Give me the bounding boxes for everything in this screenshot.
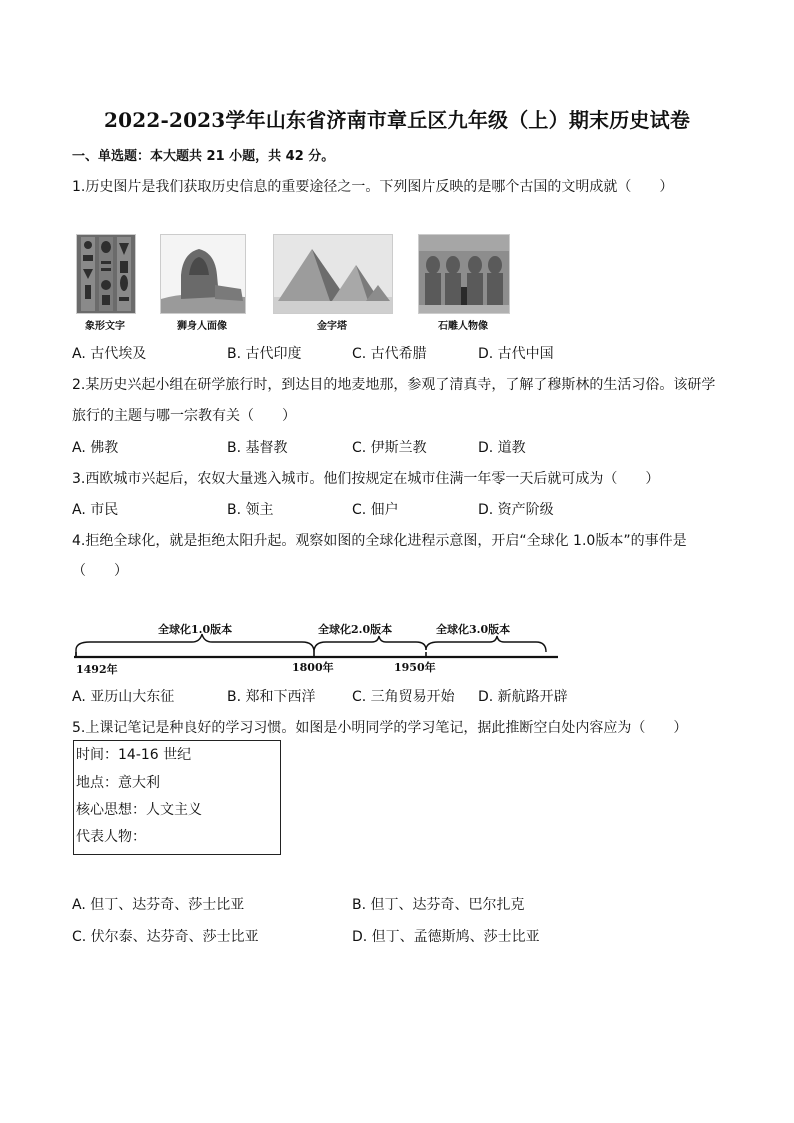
q1-option-a[interactable]: A. 古代埃及: [72, 346, 147, 362]
q2-option-b[interactable]: B. 基督教: [227, 440, 288, 456]
caption-sphinx: 狮身人面像: [177, 321, 227, 332]
q2-option-d[interactable]: D. 道教: [478, 440, 526, 456]
q3-option-b[interactable]: B. 领主: [227, 502, 274, 518]
question-4-stem-line1: 4.拒绝全球化，就是拒绝太阳升起。观察如图的全球化进程示意图，开启“全球化 1.0版本”的事件是: [72, 533, 687, 549]
question-5-stem: 5.上课记笔记是种良好的学习习惯。如图是小明同学的学习笔记，据此推断空白处内容应为（ ）: [72, 720, 688, 736]
note-time: 时间：14-16 世纪: [76, 747, 192, 763]
q2-option-c[interactable]: C. 伊斯兰教: [352, 440, 427, 456]
timeline-label-2: 全球化2.0版本: [318, 623, 393, 636]
question-2-stem-line1: 2.某历史兴起小组在研学旅行时，到达目的地麦地那，参观了清真寺，了解了穆斯林的生活习俗。该研学: [72, 377, 716, 393]
note-core-idea: 核心思想：人文主义: [76, 802, 202, 818]
brace-1-icon: [76, 634, 314, 656]
timeline-label-3: 全球化3.0版本: [436, 623, 511, 636]
q1-option-c[interactable]: C. 古代希腊: [352, 346, 427, 362]
section-heading: 一、单选题：本大题共 21 小题，共 42 分。: [72, 149, 335, 164]
q4-option-b[interactable]: B. 郑和下西洋: [227, 689, 316, 705]
sphinx-image: [160, 234, 246, 314]
q5-option-d[interactable]: D. 但丁、孟德斯鸠、莎士比亚: [352, 929, 540, 945]
caption-statues: 石雕人物像: [438, 321, 488, 332]
q3-option-a[interactable]: A. 市民: [72, 502, 119, 518]
q5-option-c[interactable]: C. 伏尔泰、达芬奇、莎士比亚: [72, 929, 259, 945]
q4-option-d[interactable]: D. 新航路开辟: [478, 689, 568, 705]
q3-option-d[interactable]: D. 资产阶级: [478, 502, 554, 518]
pyramid-image: [273, 234, 393, 314]
statues-image: [418, 234, 510, 314]
note-place: 地点：意大利: [76, 775, 160, 791]
timeline-year-1492: 1492年: [76, 663, 118, 676]
q1-option-b[interactable]: B. 古代印度: [227, 346, 302, 362]
brace-2-icon: [314, 636, 426, 652]
note-representatives: 代表人物：: [76, 829, 146, 845]
page-title: 2022-2023学年山东省济南市章丘区九年级（上）期末历史试卷: [103, 108, 691, 132]
q5-option-b[interactable]: B. 但丁、达芬奇、巴尔扎克: [352, 897, 525, 913]
question-4-stem-line2: （ ）: [72, 563, 128, 579]
hieroglyph-image: [76, 234, 136, 314]
question-3-stem: 3.西欧城市兴起后，农奴大量逃入城市。他们按规定在城市住满一年零一天后就可成为（ ）: [72, 471, 660, 487]
timeline-year-1800: 1800年: [292, 661, 334, 674]
timeline-year-1950: 1950年: [394, 661, 436, 674]
caption-pyramid: 金字塔: [317, 321, 347, 332]
q5-option-a[interactable]: A. 但丁、达芬奇、莎士比亚: [72, 897, 245, 913]
q4-option-a[interactable]: A. 亚历山大东征: [72, 689, 175, 705]
brace-3-icon: [426, 636, 546, 652]
question-2-stem-line2: 旅行的主题与哪一宗教有关（ ）: [72, 408, 296, 424]
q4-option-c[interactable]: C. 三角贸易开始: [352, 689, 455, 705]
timeline-label-1: 全球化1.0版本: [158, 623, 233, 636]
caption-hieroglyphs: 象形文字: [85, 321, 125, 332]
q1-option-d[interactable]: D. 古代中国: [478, 346, 554, 362]
q2-option-a[interactable]: A. 佛教: [72, 440, 119, 456]
q3-option-c[interactable]: C. 佃户: [352, 502, 399, 518]
question-1-stem: 1.历史图片是我们获取历史信息的重要途径之一。下列图片反映的是哪个古国的文明成就（ ）: [72, 179, 674, 195]
